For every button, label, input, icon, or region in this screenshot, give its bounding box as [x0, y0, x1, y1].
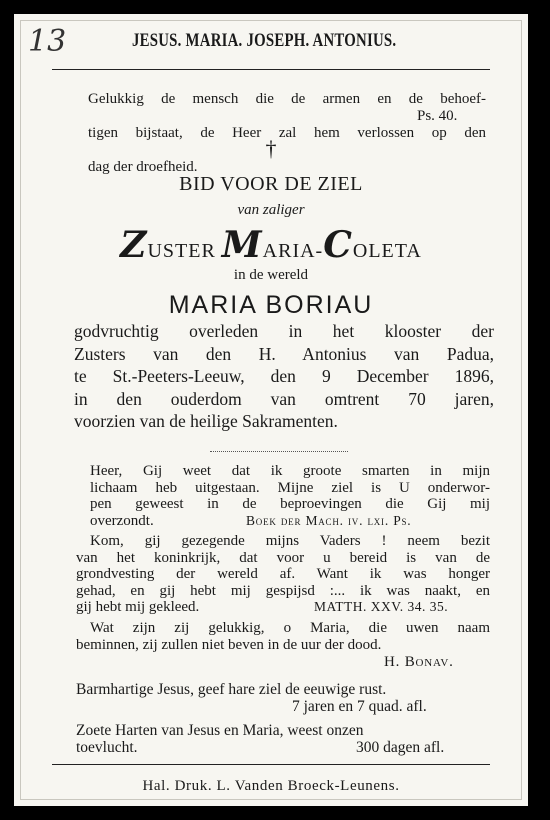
indulgence-2-prayer: Zoete Harten van Jesus en Maria, weest onzen — [76, 722, 364, 739]
bio-line: in den ouderdom van omtrent 70 jaren, — [74, 388, 494, 409]
handwritten-number: 13 — [28, 24, 67, 59]
birth-name: MARIA BORIAU — [168, 291, 374, 319]
zuster-rest: USTER — [147, 240, 216, 262]
bio-line: Zusters van den H. Antonius van Padua, — [74, 343, 494, 364]
indulgence-1-days: 7 jaren en 7 quad. afl. — [292, 698, 427, 715]
quote-3-ref: H. Bonav. — [384, 654, 454, 670]
bio-line: te St.-Peeters-Leeuw, den 9 December 1896, — [74, 366, 494, 387]
in-de-wereld: in de wereld — [233, 267, 309, 283]
psalm-line: dag der droefheid. — [88, 159, 198, 175]
quote-3 — [76, 620, 490, 653]
biography — [74, 320, 494, 433]
psalm-line: Gelukkig de mensch die de armen en de behoef- — [88, 91, 486, 107]
name-dash: - — [315, 240, 324, 262]
quote-line: overzondt. — [90, 512, 154, 529]
bio-line: voorzien van de heilige Sakramenten. — [74, 411, 338, 432]
psalm-ref: Ps. 40. — [417, 108, 458, 124]
printer-imprint: Hal. Druk. L. Vanden Broeck-Leunens. — [142, 778, 400, 794]
quote-line: pen geweest in de beproevingen die Gij mij — [90, 496, 490, 513]
initial-c: C — [323, 224, 353, 266]
psalm-line: tigen bijstaat, de Heer zal hem verlossen op den — [88, 125, 486, 141]
dotted-separator — [210, 451, 348, 452]
quote-line: Kom, gij gezegende mijns Vaders ! neem bezit — [90, 533, 490, 549]
prayer-title: BID VOOR DE ZIEL — [179, 173, 363, 195]
quote-line: gij hebt mij gekleed. — [76, 599, 200, 616]
quote-line: grondvesting der wereld af. Want ik was honger — [76, 566, 490, 583]
quote-line: Heer, Gij weet dat ik groote smarten in mijn — [90, 463, 490, 479]
header-title: JESUS. MARIA. JOSEPH. ANTONIUS. — [132, 30, 397, 51]
quote-1-ref: Boek der Mach. iv. lxi. Ps. — [246, 513, 412, 528]
indulgence-2-days: 300 dagen afl. — [356, 739, 445, 756]
quote-line: gehad, en gij hebt mij gespijsd :... ik was naakt, en — [76, 582, 490, 599]
maria-rest: ARIA — [262, 240, 316, 262]
cross-symbol: † — [265, 136, 277, 161]
quote-line: beminnen, zij zullen niet beven in de uur der dood. — [76, 636, 382, 653]
memorial-card — [14, 14, 528, 806]
initial-m: M — [221, 224, 263, 266]
quote-line: Wat zijn zij gelukkig, o Maria, die uwen naam — [90, 620, 490, 636]
quote-2-ref: MATTH. XXV. 34. 35. — [314, 599, 449, 614]
quote-line: van het koninkrijk, dat voor u bereid is van de — [76, 549, 490, 566]
footer-rule — [52, 764, 490, 765]
quote-line: lichaam heb uitgestaan. Mijne ziel is U onderwor- — [90, 479, 490, 496]
coleta-rest: OLETA — [352, 240, 422, 262]
bio-line: godvruchtig overleden in het klooster der — [74, 321, 494, 341]
header-rule — [52, 69, 490, 70]
initial-z: Z — [120, 224, 148, 266]
indulgence-2-toevlucht: toevlucht. — [76, 739, 138, 756]
van-zaliger: van zaliger — [237, 202, 305, 218]
indulgence-1-prayer: Barmhartige Jesus, geef hare ziel de eeuwige rust. — [76, 681, 387, 698]
religious-name — [14, 224, 528, 266]
